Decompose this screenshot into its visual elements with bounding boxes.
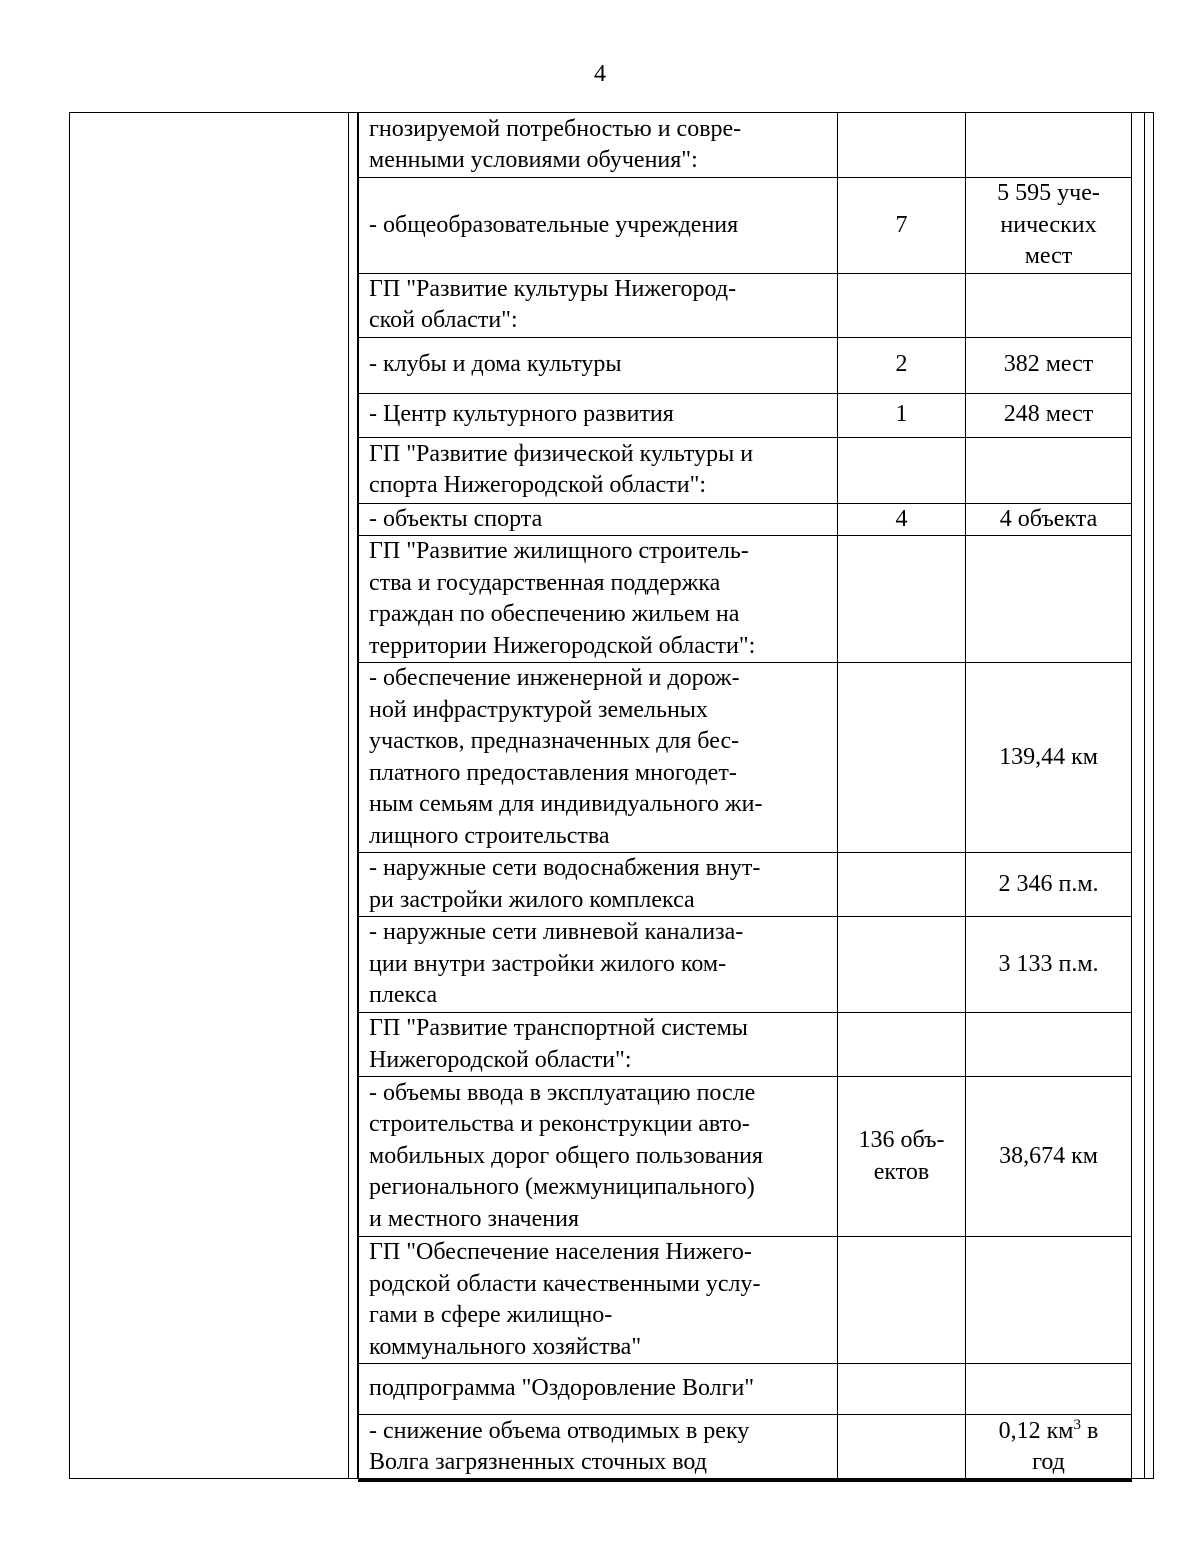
table-row <box>359 917 1132 1013</box>
text-line: ГП "Развитие культуры Нижегород- <box>369 275 737 302</box>
cell-count <box>838 1415 966 1481</box>
text-line: спорта Нижегородской области": <box>369 472 707 498</box>
data-table <box>358 112 1132 1482</box>
text-line: - объекты спорта <box>369 505 543 532</box>
text-line: - наружные сети водоснабжения внут- <box>369 855 761 881</box>
cell-capacity <box>966 1013 1132 1077</box>
cell-capacity <box>966 1237 1132 1364</box>
text-line: - клубы и дома культуры <box>369 351 622 378</box>
text-line: ГП "Развитие жилищного строитель- <box>369 538 749 564</box>
text-line: 7 <box>895 211 908 238</box>
cell-indicator <box>359 853 838 917</box>
text-line: - наружные сети ливневой канализа- <box>369 919 744 946</box>
text-line: платного предоставления многодет- <box>369 759 737 786</box>
cell-count <box>838 663 966 853</box>
cell-indicator <box>359 337 838 393</box>
table-row <box>359 663 1132 853</box>
cell-indicator <box>359 393 838 437</box>
text-line: гами в сфере жилищно- <box>369 1302 613 1328</box>
cell-count <box>838 917 966 1013</box>
text-line: - объемы ввода в эксплуатацию после <box>369 1079 756 1106</box>
cell-count <box>838 853 966 917</box>
cell-capacity <box>966 917 1132 1013</box>
text-line: регионального (межмуниципального) <box>369 1174 755 1201</box>
cell-count <box>838 273 966 337</box>
table-row <box>359 536 1132 663</box>
text-line: лищного строительства <box>369 822 610 849</box>
text-line: коммунального хозяйства" <box>369 1333 642 1360</box>
cell-capacity <box>966 1364 1132 1415</box>
cell-capacity <box>966 273 1132 337</box>
cell-indicator <box>359 917 838 1013</box>
table-row <box>359 1013 1132 1077</box>
text-line: нических <box>1000 211 1097 238</box>
cell-capacity <box>966 663 1132 853</box>
text-line: - обеспечение инженерной и дорож- <box>369 665 740 691</box>
cell-count <box>838 437 966 503</box>
cell-indicator <box>359 178 838 274</box>
text-line: ГП "Развитие транспортной системы <box>369 1015 748 1041</box>
table-row <box>359 1364 1132 1415</box>
text-line: 4 <box>895 505 908 532</box>
cell-indicator <box>359 1013 838 1077</box>
text-line: 5 595 уче- <box>997 180 1100 206</box>
text-line: 139,44 км <box>999 743 1098 770</box>
table-row <box>359 437 1132 503</box>
text-line: ции внутри застройки жилого ком- <box>369 950 727 977</box>
text-line: мест <box>1024 243 1073 269</box>
text-line: гнозируемой потребностью и совре- <box>369 115 742 142</box>
text-line: подпрограмма "Оздоровление Волги" <box>369 1375 755 1402</box>
table-row <box>359 113 1132 178</box>
cell-count <box>838 178 966 274</box>
text-line: граждан по обеспечению жильем на <box>369 601 740 627</box>
cell-capacity <box>966 1415 1132 1481</box>
table-row <box>359 503 1132 536</box>
text-line: ГП "Обеспечение населения Нижего- <box>369 1239 752 1265</box>
cell-indicator <box>359 1415 838 1481</box>
cell-indicator <box>359 1364 838 1415</box>
text-line: ской области": <box>369 307 518 333</box>
text-line: - снижение объема отводимых в реку <box>369 1417 750 1444</box>
capacity-unit: в <box>1081 1417 1099 1444</box>
text-line: участков, предназначенных для бес- <box>369 728 740 754</box>
text-line: - Центр культурного развития <box>369 401 674 428</box>
cell-capacity <box>966 113 1132 178</box>
cell-count <box>838 1364 966 1415</box>
table-row <box>359 393 1132 437</box>
text-line: мобильных дорог общего пользования <box>369 1142 763 1169</box>
table-row <box>359 1237 1132 1364</box>
capacity-unit: год <box>1032 1449 1065 1475</box>
text-line: и местного значения <box>369 1205 579 1232</box>
column-divider-right <box>1144 112 1145 1479</box>
cell-capacity <box>966 437 1132 503</box>
cell-capacity <box>966 337 1132 393</box>
text-line: 248 мест <box>1003 401 1094 428</box>
page-number: 4 <box>594 61 606 87</box>
cell-count <box>838 536 966 663</box>
table-row <box>359 337 1132 393</box>
text-line: - общеобразовательные учреждения <box>369 211 739 238</box>
text-line: 38,674 км <box>999 1142 1098 1169</box>
text-line: 3 133 п.м. <box>998 950 1099 977</box>
text-line: 2 <box>895 351 908 378</box>
text-line: ри застройки жилого комплекса <box>369 886 695 913</box>
cell-capacity <box>966 178 1132 274</box>
text-line: строительства и реконструкции авто- <box>369 1111 750 1138</box>
text-line: родской области качественными услу- <box>369 1270 761 1297</box>
cell-indicator <box>359 273 838 337</box>
capacity-value: 0,12 км <box>998 1417 1074 1444</box>
text-line: 1 <box>895 401 908 428</box>
cell-count <box>838 393 966 437</box>
cell-count <box>838 503 966 536</box>
text-line: ГП "Развитие физической культуры и <box>369 440 754 467</box>
text-line: ектов <box>873 1158 930 1185</box>
text-line: ства и государственная поддержка <box>369 569 721 596</box>
cell-capacity <box>966 536 1132 663</box>
text-line: менными условиями обучения": <box>369 147 698 173</box>
cell-count <box>838 1013 966 1077</box>
text-line: Волга загрязненных сточных вод <box>369 1449 707 1475</box>
cell-count <box>838 113 966 178</box>
cell-indicator <box>359 503 838 536</box>
cell-capacity <box>966 853 1132 917</box>
text-line: ной инфраструктурой земельных <box>369 696 708 723</box>
cell-indicator <box>359 437 838 503</box>
text-line: 382 мест <box>1003 351 1094 378</box>
capacity-exponent: 3 <box>1073 1416 1081 1433</box>
cell-indicator <box>359 1237 838 1364</box>
cell-count <box>838 1237 966 1364</box>
cell-indicator <box>359 536 838 663</box>
table-row <box>359 178 1132 274</box>
cell-indicator <box>359 113 838 178</box>
table-row <box>359 1077 1132 1237</box>
text-line: Нижегородской области": <box>369 1046 632 1073</box>
table-row <box>359 1415 1132 1481</box>
cell-indicator <box>359 663 838 853</box>
table-row <box>359 853 1132 917</box>
column-divider <box>348 112 349 1479</box>
cell-count <box>838 337 966 393</box>
text-line: 2 346 п.м. <box>998 870 1099 897</box>
cell-indicator <box>359 1077 838 1237</box>
text-line: территории Нижегородской области": <box>369 632 756 659</box>
cell-count <box>838 1077 966 1237</box>
cell-capacity <box>966 503 1132 536</box>
text-line: ным семьям для индивидуального жи- <box>369 791 763 817</box>
text-line: плекса <box>369 982 438 1009</box>
text-line: 4 объекта <box>999 505 1098 532</box>
cell-capacity <box>966 393 1132 437</box>
table-row <box>359 273 1132 337</box>
text-line: 136 объ- <box>858 1127 945 1153</box>
cell-capacity <box>966 1077 1132 1237</box>
